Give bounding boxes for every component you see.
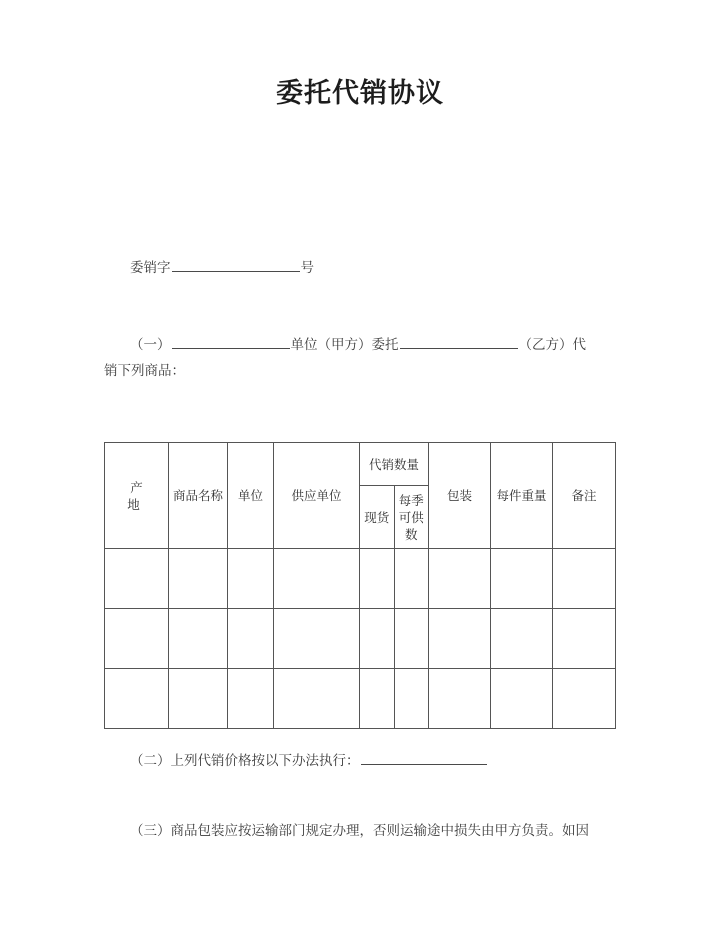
cell-quarterly-supply[interactable] [394,609,429,669]
header-packaging: 包装 [429,443,491,549]
cell-weight-per-item[interactable] [491,609,553,669]
consignment-goods-table [104,442,616,729]
clause-three-line [104,818,620,844]
cell-supply-unit[interactable] [274,549,360,609]
table-row[interactable] [105,609,616,669]
cell-remarks[interactable] [553,609,616,669]
cell-weight-per-item[interactable] [491,669,553,729]
header-consign-quantity-group: 代销数量 [360,443,429,486]
header-spot-goods: 现货 [360,486,395,549]
party-a-blank[interactable] [172,334,290,349]
cell-unit[interactable] [228,669,274,729]
cell-packaging[interactable] [429,609,491,669]
cell-packaging[interactable] [429,669,491,729]
cell-spot-goods[interactable] [360,549,395,609]
cell-quarterly-supply[interactable] [394,669,429,729]
cell-supply-unit[interactable] [274,669,360,729]
clause-two-blank[interactable] [361,750,487,765]
cell-supply-unit[interactable] [274,609,360,669]
header-remarks: 备注 [553,443,616,549]
header-supply-unit: 供应单位 [274,443,360,549]
table-row[interactable] [105,669,616,729]
clause-one-line-2 [104,358,620,384]
cell-packaging[interactable] [429,549,491,609]
clause-one-mid-2: （乙方）代 [518,337,586,353]
cell-remarks[interactable] [553,549,616,609]
header-weight-per-item: 每件重量 [491,443,553,549]
table-header-row-top [105,443,616,486]
header-origin: 产 地 [105,443,169,549]
cell-origin[interactable] [105,549,169,609]
table-row[interactable] [105,549,616,609]
header-unit: 单位 [228,443,274,549]
clause-one-continuation: 销下列商品： [104,363,185,379]
page-title: 委托代销协议 [276,78,444,109]
clause-three-text: （三）商品包装应按运输部门规定办理，否则运输途中损失由甲方负责。如因 [130,823,589,839]
reference-number-prefix: 委销字 [130,260,171,276]
cell-spot-goods[interactable] [360,609,395,669]
reference-number-suffix: 号 [300,260,314,276]
header-product-name: 商品名称 [169,443,228,549]
cell-origin[interactable] [105,669,169,729]
cell-product-name[interactable] [169,609,228,669]
reference-number-line [104,255,620,281]
cell-unit[interactable] [228,549,274,609]
party-b-blank[interactable] [400,334,518,349]
cell-quarterly-supply[interactable] [394,549,429,609]
clause-one-mid-1: 单位（甲方）委托 [290,337,399,353]
reference-number-blank[interactable] [172,257,300,272]
clause-one-number: （一） [130,337,171,353]
clause-two-line [104,748,620,774]
cell-spot-goods[interactable] [360,669,395,729]
header-quarterly-supply: 每季可供 数 [394,486,429,549]
clause-one-line-1 [104,332,620,358]
cell-origin[interactable] [105,609,169,669]
cell-product-name[interactable] [169,669,228,729]
cell-weight-per-item[interactable] [491,549,553,609]
cell-remarks[interactable] [553,669,616,729]
cell-product-name[interactable] [169,549,228,609]
cell-unit[interactable] [228,609,274,669]
clause-two-text: （二）上列代销价格按以下办法执行： [130,753,360,769]
